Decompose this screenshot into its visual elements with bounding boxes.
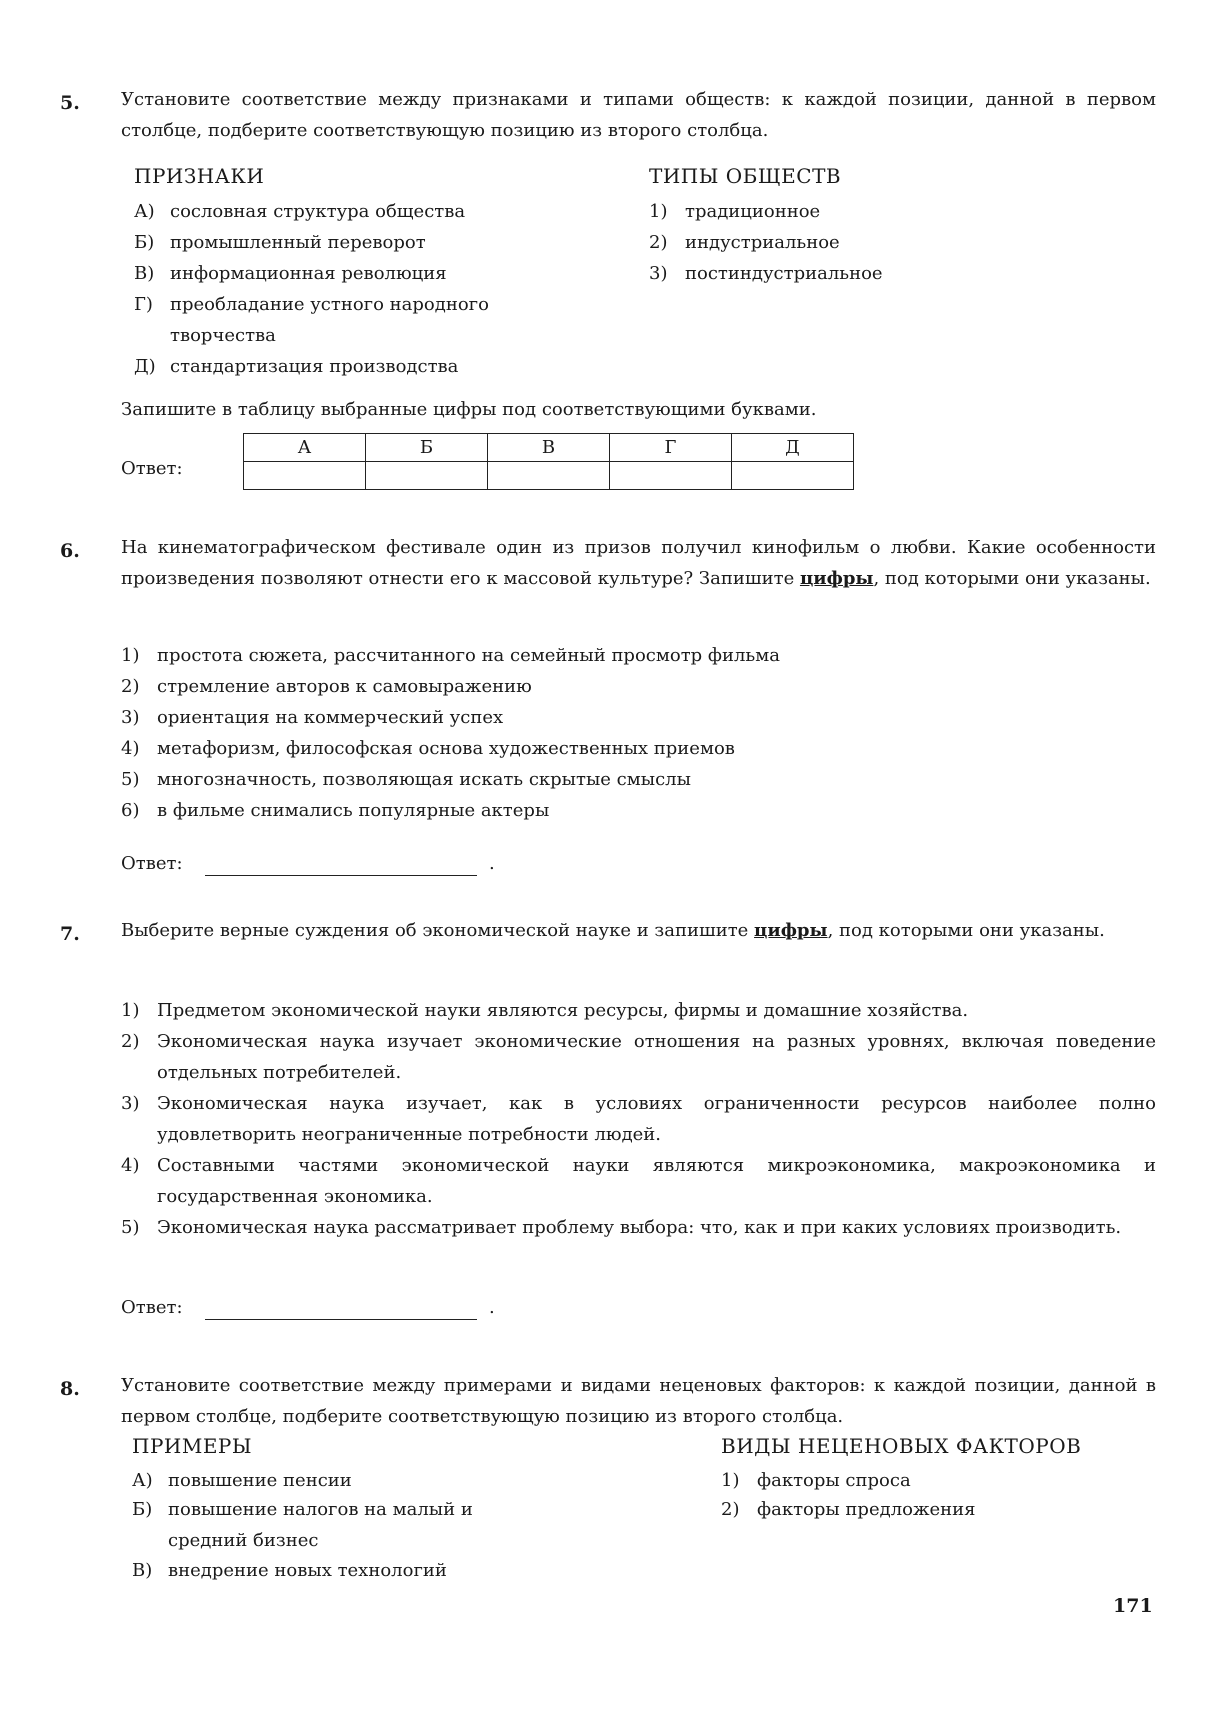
option-item: 1) простота сюжета, рассчитанного на семейный просмотр фильма	[121, 645, 780, 666]
answer-cell[interactable]	[366, 462, 488, 490]
instruction-text: Запишите в таблицу выбранные цифры под соответствующими буквами.	[121, 399, 817, 420]
table-header-cell: В	[488, 434, 610, 462]
right-item: 3) постиндустриальное	[649, 263, 883, 284]
left-item: Д) стандартизация производства	[134, 356, 459, 377]
table-header-cell: Д	[732, 434, 854, 462]
left-item: Г) преобладание устного народного творчества	[134, 294, 489, 346]
answer-cell[interactable]	[244, 462, 366, 490]
answer-period: .	[489, 1297, 495, 1318]
task-number: 7.	[60, 923, 80, 945]
task-prompt: На кинематографическом фестивале один из призов получил кинофильм о любви. Какие особенности произведения позволяют отнести его к массовой культуре? Запишите цифры, под которыми они указаны.	[121, 537, 1156, 589]
answer-label: Ответ:	[121, 458, 183, 479]
task-number: 8.	[60, 1378, 80, 1400]
option-item: 5) многозначность, позволяющая искать скрытые смыслы	[121, 769, 691, 790]
left-item: А) повышение пенсии	[132, 1470, 352, 1491]
answer-period: .	[489, 853, 495, 874]
answer-table	[243, 433, 854, 490]
answer-label: Ответ:	[121, 853, 183, 874]
column-header-left: ПРИЗНАКИ	[134, 164, 265, 188]
task-number: 5.	[60, 92, 80, 114]
page-number: 171	[1113, 1595, 1153, 1617]
column-header-right: ТИПЫ ОБЩЕСТВ	[649, 164, 842, 188]
answer-label: Ответ:	[121, 1297, 183, 1318]
left-item: В) информационная революция	[134, 263, 447, 284]
answer-cell[interactable]	[488, 462, 610, 490]
column-header-right: ВИДЫ НЕЦЕНОВЫХ ФАКТОРОВ	[721, 1434, 1082, 1458]
option-item: 3) ориентация на коммерческий успех	[121, 707, 504, 728]
right-item: 2) факторы предложения	[721, 1499, 976, 1520]
left-item: А) сословная структура общества	[134, 201, 466, 222]
left-item: Б) промышленный переворот	[134, 232, 426, 253]
answer-line[interactable]	[205, 1319, 477, 1320]
option-item: 6) в фильме снимались популярные актеры	[121, 800, 550, 821]
left-item: Б) повышение налогов на малый и средний бизнес	[132, 1499, 473, 1551]
option-item: 4) метафоризм, философская основа художественных приемов	[121, 738, 735, 759]
right-item: 1) традиционное	[649, 201, 821, 222]
answer-line[interactable]	[205, 875, 477, 876]
answer-cell[interactable]	[732, 462, 854, 490]
textbook-page: 5. Установите соответствие между признаками и типами обществ: к каждой позиции, данной в первом столбце, подберите соответствующую позицию из второго столбца. ПРИЗНАКИ ТИПЫ ОБЩЕСТВ А) сословная структура общества Б) промышленный переворот В) информационная революция Г) преобладание устного народного творчества Д) стандартизация производства 1) традиционное 2) индустриальное 3) постиндустриальное Запишите в таблицу выбранные цифры под соответствующими буквами. Ответ: А Б В Г Д 6. На кинематографическом фестивале один из призов получил кинофильм о любви. Какие особенности произведения позволяют отнести его к массовой культуре? Запишите цифры, под которыми они указаны. 1) простота сюжета, рассчитанного на семейный просмотр фильма 2) стремление авторов к самовыражению 3) ориентация на коммерческий успех 4) метафоризм, философская основа художественных приемов 5) многозначность, позволяющая искать скрытые смыслы 6) в фильме снимались популярные актеры Ответ: . 7. Выберите верные суждения об экономической науке и запишите цифры, под которыми они указаны. 1) Предметом экономической науки являются ресурсы, фирмы и домашние хозяйства. 2) Экономическая наука изучает экономические отношения на разных уровнях, включая поведение отдельных потребителей. 3) Экономическая наука изучает, как в условиях ограниченности ресурсов наиболее полно удовлетворить неограниченные потребности людей. 4) Составными частями экономической науки являются микроэкономика, макроэкономика и государственная экономика. 5) Экономическая наука рассматривает проблему выбора: что, как и при каких условиях производить. Ответ: . 8. Установите соответствие между примерами и видами неценовых факторов: к каждой позиции, данной в первом столбце, подберите соответствующую позицию из второго столбца. ПРИМЕРЫ ВИДЫ НЕЦЕНОВЫХ ФАКТОРОВ А) повышение пенсии Б) повышение налогов на малый и средний бизнес В) внедрение новых технологий 1) факторы спроса 2) факторы предложения 171	[0, 0, 1216, 1712]
right-item: 2) индустриальное	[649, 232, 840, 253]
left-item: В) внедрение новых технологий	[132, 1560, 447, 1581]
right-item: 1) факторы спроса	[721, 1470, 911, 1491]
option-item: 2) стремление авторов к самовыражению	[121, 676, 532, 697]
table-header-cell: Б	[366, 434, 488, 462]
table-header-cell: Г	[610, 434, 732, 462]
task-prompt: Выберите верные суждения об экономической науке и запишите цифры, под которыми они указаны.	[121, 920, 1105, 941]
answer-cell[interactable]	[610, 462, 732, 490]
table-header-cell: А	[244, 434, 366, 462]
task-number: 6.	[60, 540, 80, 562]
task-prompt: Установите соответствие между признаками и типами обществ: к каждой позиции, данной в первом столбце, подберите соответствующую позицию из второго столбца.	[121, 89, 1156, 141]
column-header-left: ПРИМЕРЫ	[132, 1434, 253, 1458]
task-prompt: Установите соответствие между примерами и видами неценовых факторов: к каждой позиции, данной в первом столбце, подберите соответствующую позицию из второго столбца.	[121, 1375, 1156, 1427]
